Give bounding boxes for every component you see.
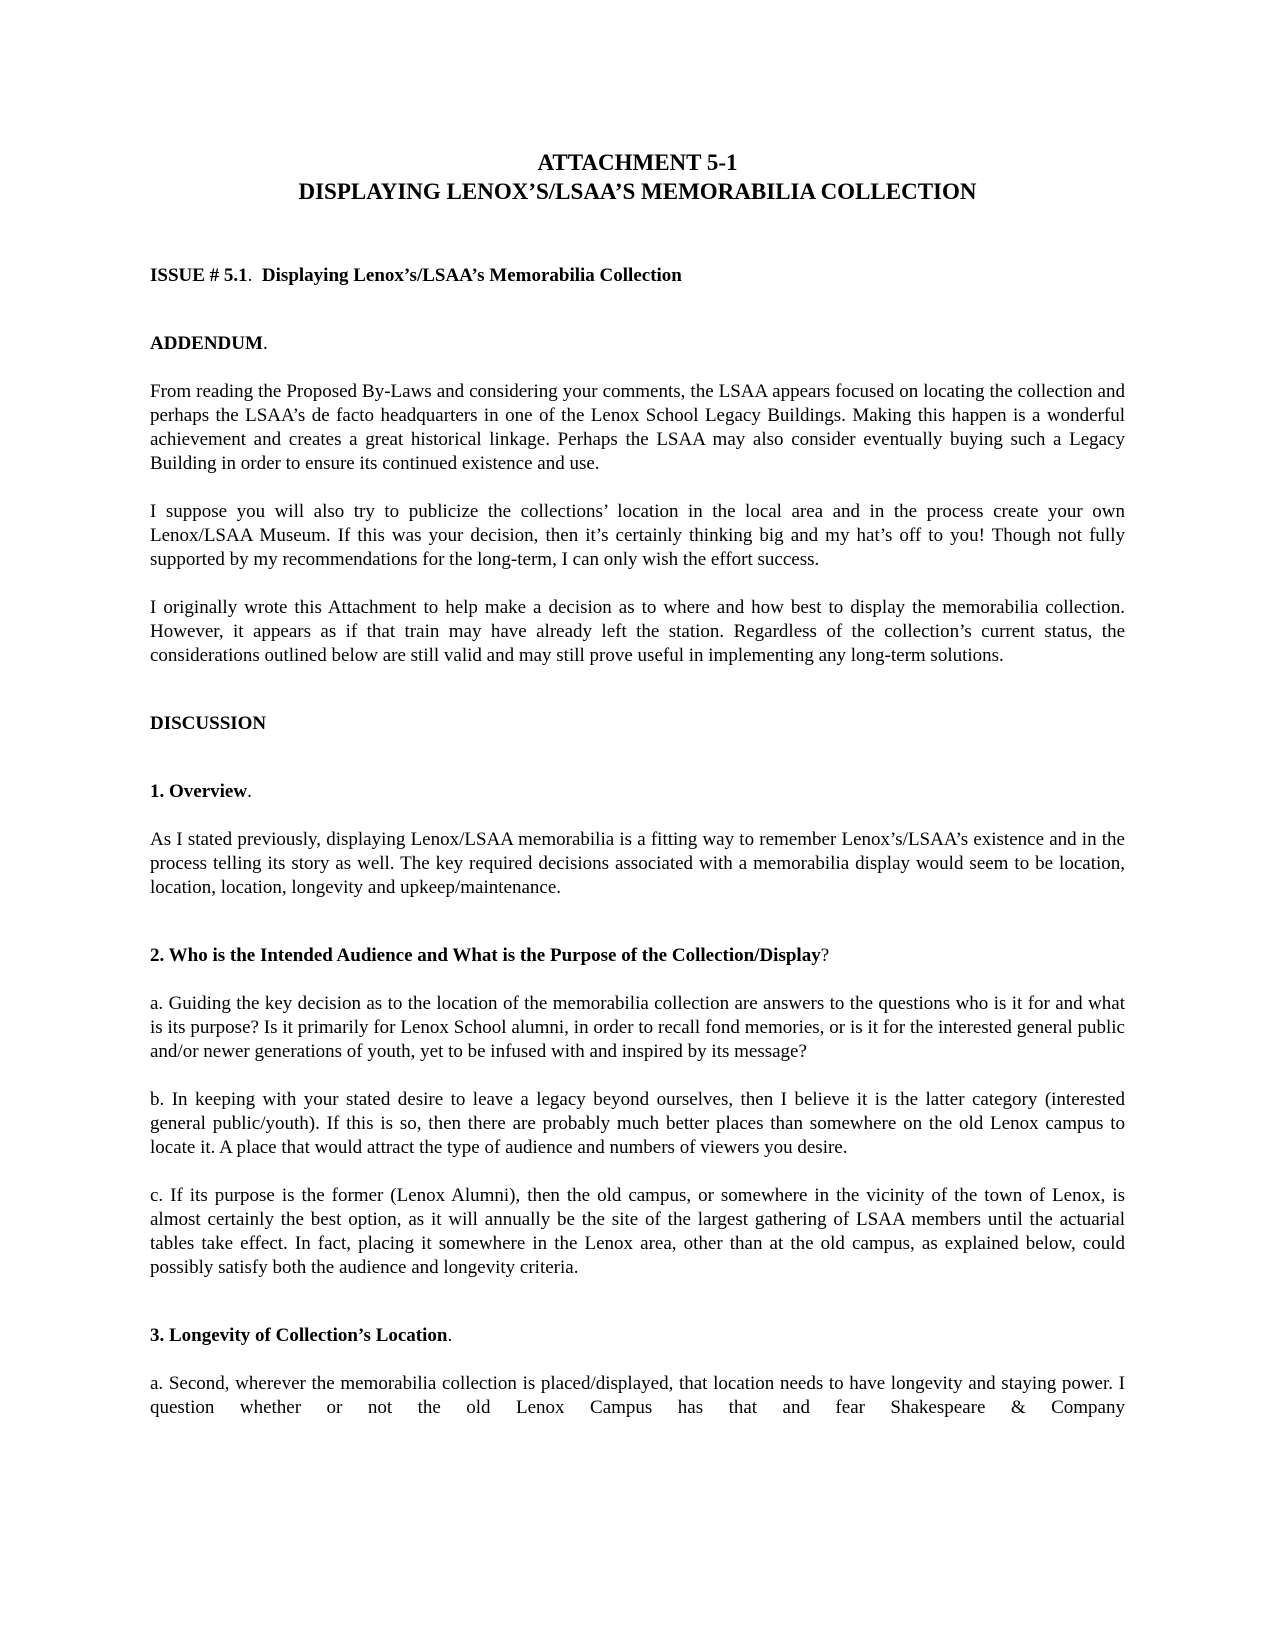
addendum-heading: ADDENDUM.: [150, 333, 268, 354]
addendum-paragraph: I originally wrote this Attachment to help make a decision as to where and how best to display the memorabilia collection. However, it appears as if that train may have already left the station. Regardless of the collection’s current status, the considerations outlined below are still valid and may still prove useful in implementing any long-term solutions.: [150, 597, 1125, 666]
document-content: [150, 148, 1125, 1420]
section-heading-overview: 1. Overview.: [150, 781, 252, 802]
section-paragraph: c. If its purpose is the former (Lenox Alumni), then the old campus, or somewhere in the vicinity of the town of Lenox, is almost certainly the best option, as it will annually be the site of the largest gathering of LSAA members until the actuarial tables take effect. In fact, placing it somewhere in the Lenox area, other than at the old campus, as explained below, could possibly satisfy both the audience and longevity criteria.: [150, 1185, 1125, 1278]
section-heading-longevity: 3. Longevity of Collection’s Location.: [150, 1325, 453, 1346]
document-title: [150, 148, 1125, 206]
title-line-2: DISPLAYING LENOX’S/LSAA’S MEMORABILIA COLLECTION: [298, 179, 977, 204]
section-heading-audience: 2. Who is the Intended Audience and What is the Purpose of the Collection/Display?: [150, 945, 830, 966]
addendum-paragraph: From reading the Proposed By-Laws and considering your comments, the LSAA appears focused on locating the collection and perhaps the LSAA’s de facto headquarters in one of the Lenox School Legacy Buildings. Making this happen is a wonderful achievement and creates a great historical linkage. Perhaps the LSAA may also consider eventually buying such a Legacy Building in order to ensure its continued existence and use.: [150, 381, 1125, 474]
issue-heading: ISSUE # 5.1. Displaying Lenox’s/LSAA’s Memorabilia Collection: [150, 265, 682, 286]
discussion-heading: DISCUSSION: [150, 713, 267, 734]
title-line-1: ATTACHMENT 5-1: [537, 150, 738, 175]
section-paragraph: As I stated previously, displaying Lenox/LSAA memorabilia is a fitting way to remember Lenox’s/LSAA’s existence and in the process telling its story as well. The key required decisions associated with a memorabilia display would seem to be location, location, location, longevity and upkeep/maintenance.: [150, 829, 1125, 898]
section-paragraph: b. In keeping with your stated desire to leave a legacy beyond ourselves, then I believe it is the latter category (interested general public/youth). If this is so, then there are probably much better places than somewhere on the old Lenox campus to locate it. A place that would attract the type of audience and numbers of viewers you desire.: [150, 1089, 1125, 1158]
addendum-paragraph: I suppose you will also try to publicize the collections’ location in the local area and in the process create your own Lenox/LSAA Museum. If this was your decision, then it’s certainly thinking big and my hat’s off to you! Though not fully supported by my recommendations for the long-term, I can only wish the effort success.: [150, 501, 1125, 570]
section-paragraph: a. Guiding the key decision as to the location of the memorabilia collection are answers to the questions who is it for and what is its purpose? Is it primarily for Lenox School alumni, in order to recall fond memories, or is it for the interested general public and/or newer generations of youth, yet to be infused with and inspired by its message?: [150, 993, 1125, 1062]
section-paragraph: a. Second, wherever the memorabilia collection is placed/displayed, that location needs to have longevity and staying power. I question whether or not the old Lenox Campus has that and fear Shakespeare & Company: [150, 1373, 1125, 1418]
